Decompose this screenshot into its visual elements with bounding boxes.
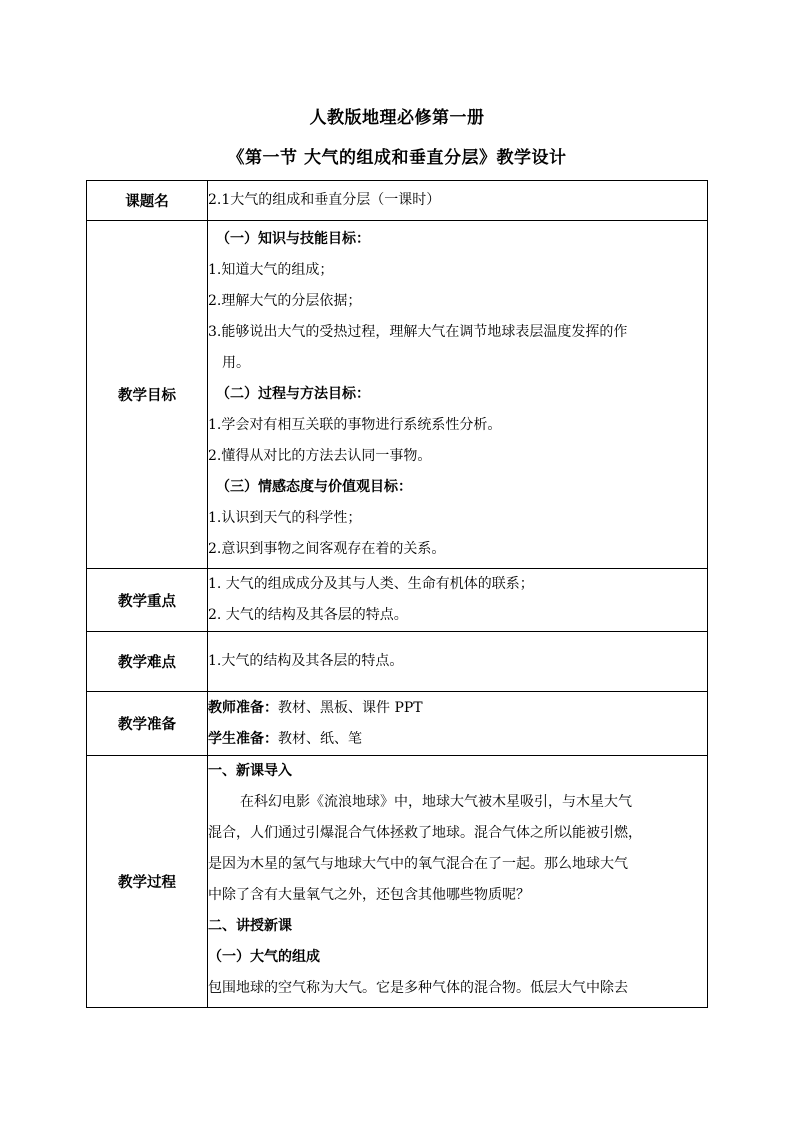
table-row-process: [87, 756, 708, 1008]
process-part2-heading: 二、讲授新课: [208, 918, 292, 934]
topic-label: 课题名: [87, 181, 208, 221]
difficulties-cell: [208, 632, 708, 692]
process-paragraph-line: 中除了含有大量氧气之外，还包含其他哪些物质呢？: [208, 887, 530, 903]
goals-section1-item: 用。: [222, 355, 250, 371]
preparation-label: 教学准备: [87, 692, 208, 756]
goals-section2-item: 2.懂得从对比的方法去认同一事物。: [208, 448, 432, 464]
lesson-plan-table: [86, 180, 708, 1008]
process-part2-subheading: （一）大气的组成: [208, 949, 320, 965]
student-preparation: [208, 724, 707, 755]
process-paragraph-line: 包围地球的空气称为大气。它是多种气体的混合物。低层大气中除去: [208, 980, 628, 996]
topic-value-cell: [208, 181, 708, 221]
preparation-cell: [208, 692, 708, 756]
key-points-label: 教学重点: [87, 569, 208, 632]
process-paragraph-line: 混合，人们通过引爆混合气体拯救了地球。混合气体之所以能被引燃，: [208, 825, 642, 841]
process-cell: [208, 756, 708, 1008]
key-point-item: 1. 大气的组成成分及其与人类、生命有机体的联系；: [208, 576, 534, 592]
goals-section3-heading: （三）情感态度与价值观目标：: [216, 479, 412, 495]
topic-value: 2.1大气的组成和垂直分层（一课时）: [208, 192, 441, 208]
key-point-item: 2. 大气的结构及其各层的特点。: [208, 607, 408, 623]
table-row-key-points: [87, 569, 708, 632]
goals-label: 教学目标: [87, 221, 208, 569]
goals-section1-item: 2.理解大气的分层依据；: [208, 293, 362, 309]
key-points-cell: [208, 569, 708, 632]
process-paragraph-line: 在科幻电影《流浪地球》中，地球大气被木星吸引，与木星大气: [240, 794, 632, 810]
table-row-goals: [87, 221, 708, 569]
goals-section2-item: 1.学会对有相互关联的事物进行系统系性分析。: [208, 417, 502, 433]
student-preparation-label: 学生准备：: [208, 730, 278, 747]
student-preparation-value: 教材、纸、笔: [278, 730, 362, 747]
goals-section3-item: 2.意识到事物之间客观存在着的关系。: [208, 541, 446, 557]
table-row-difficulties: [87, 632, 708, 692]
process-part1-heading: 一、新课导入: [208, 763, 292, 779]
goals-section1-item: 3.能够说出大气的受热过程，理解大气在调节地球表层温度发挥的作: [208, 324, 628, 340]
process-paragraph-line: 是因为木星的氢气与地球大气中的氧气混合在了一起。那么地球大气: [208, 856, 628, 872]
teacher-preparation-label: 教师准备：: [208, 699, 278, 716]
goals-section2-heading: （二）过程与方法目标：: [216, 386, 370, 402]
difficulties-label: 教学难点: [87, 632, 208, 692]
table-row-topic: [87, 181, 708, 221]
table-row-preparation: [87, 692, 708, 756]
teacher-preparation: [208, 693, 707, 724]
document-subtitle: 《第一节 大气的组成和垂直分层》教学设计: [227, 148, 567, 168]
goals-section1-item: 1.知道大气的组成；: [208, 262, 334, 278]
teacher-preparation-value: 教材、黑板、课件 PPT: [278, 699, 423, 716]
process-label: 教学过程: [87, 756, 208, 1008]
difficulty-item: 1.大气的结构及其各层的特点。: [208, 653, 404, 669]
goals-section1-heading: （一）知识与技能目标：: [216, 231, 370, 247]
document-title: 人教版地理必修第一册: [309, 108, 485, 128]
goals-section3-item: 1.认识到天气的科学性；: [208, 510, 362, 526]
goals-cell: [208, 221, 708, 569]
